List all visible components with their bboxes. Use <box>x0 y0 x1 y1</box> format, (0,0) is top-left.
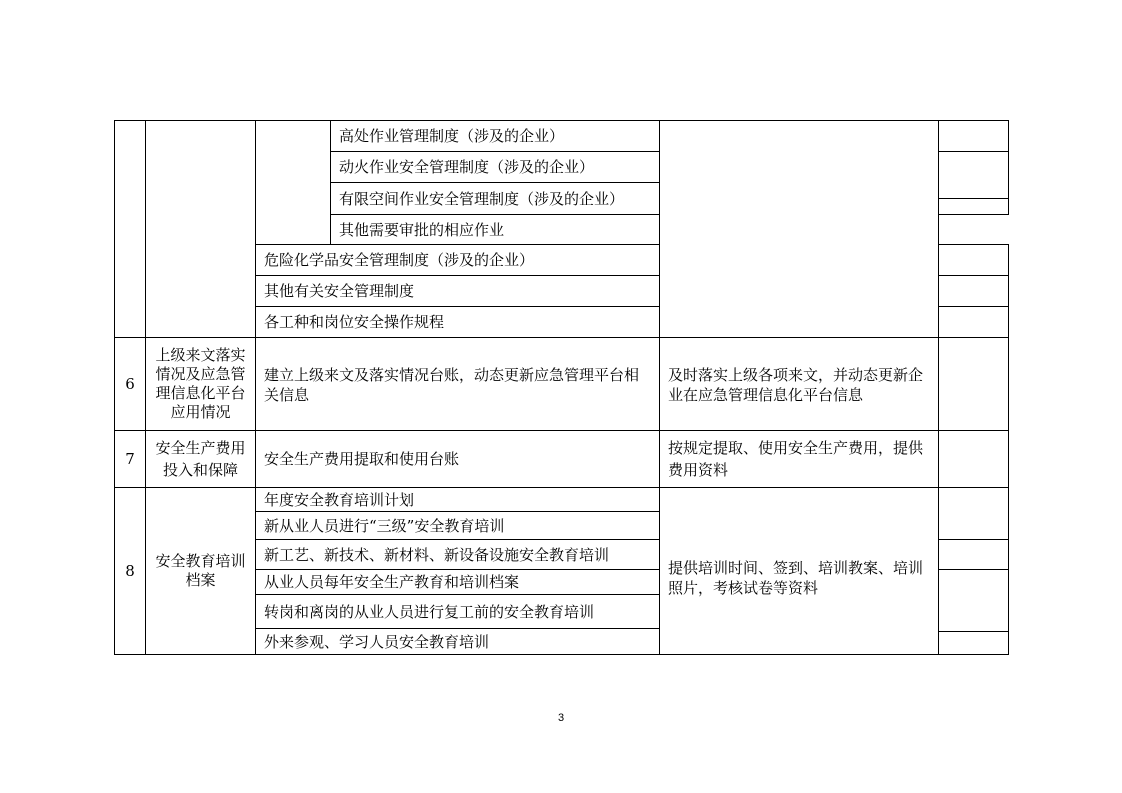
item-cell: 其他有关安全管理制度 <box>256 276 660 307</box>
category-cell: 安全生产费用投入和保障 <box>146 431 256 488</box>
inspection-table <box>114 120 1009 655</box>
row-number: 7 <box>115 431 146 488</box>
row-number: 6 <box>115 338 146 431</box>
item-cell: 危险化学品安全管理制度（涉及的企业） <box>256 245 660 276</box>
sub-item-cell: 其他需要审批的相应作业 <box>331 215 660 245</box>
requirement-cell: 及时落实上级各项来文，并动态更新企业在应急管理信息化平台信息 <box>660 338 939 431</box>
score-cell <box>939 338 1009 431</box>
item-cell: 年度安全教育培训计划 <box>256 488 660 512</box>
score-cell <box>939 276 1009 307</box>
content-cell: 建立上级来文及落实情况台账，动态更新应急管理平台相关信息 <box>256 338 660 431</box>
requirement-cell: 按规定提取、使用安全生产费用，提供费用资料 <box>660 431 939 488</box>
score-cell <box>939 245 1009 276</box>
sub-item-cell: 高处作业管理制度（涉及的企业） <box>331 121 660 152</box>
score-cell <box>939 307 1009 338</box>
requirement-cell <box>660 121 939 338</box>
category-cell: 上级来文落实情况及应急管理信息化平台应用情况 <box>146 338 256 431</box>
table-row <box>115 488 1009 512</box>
score-cell <box>939 431 1009 488</box>
sub-item-cell: 有限空间作业安全管理制度（涉及的企业） <box>331 183 660 215</box>
score-cell <box>939 570 1009 655</box>
score-cell <box>939 152 1009 215</box>
item-cell: 各工种和岗位安全操作规程 <box>256 307 660 338</box>
category-cell <box>146 121 256 338</box>
sub-item-cell: 动火作业安全管理制度（涉及的企业） <box>331 152 660 183</box>
content-cell: 安全生产费用提取和使用台账 <box>256 431 660 488</box>
score-cell <box>939 121 1009 152</box>
table-row <box>115 431 1009 488</box>
page-number: 3 <box>557 712 565 724</box>
item-cell: 新从业人员进行“三级”安全教育培训 <box>256 512 660 540</box>
item-cell: 转岗和离岗的从业人员进行复工前的安全教育培训 <box>256 595 660 629</box>
number-cell <box>115 121 146 338</box>
table-row <box>115 338 1009 431</box>
group-cell <box>256 121 331 245</box>
item-cell: 外来参观、学习人员安全教育培训 <box>256 629 660 655</box>
score-cell <box>939 540 1009 570</box>
category-cell: 安全教育培训档案 <box>146 488 256 655</box>
item-cell: 从业人员每年安全生产教育和培训档案 <box>256 570 660 595</box>
row-number: 8 <box>115 488 146 655</box>
table-row <box>115 121 1009 152</box>
score-cell <box>939 488 1009 540</box>
item-cell: 新工艺、新技术、新材料、新设备设施安全教育培训 <box>256 540 660 570</box>
requirement-cell: 提供培训时间、签到、培训教案、培训照片，考核试卷等资料 <box>660 488 939 655</box>
